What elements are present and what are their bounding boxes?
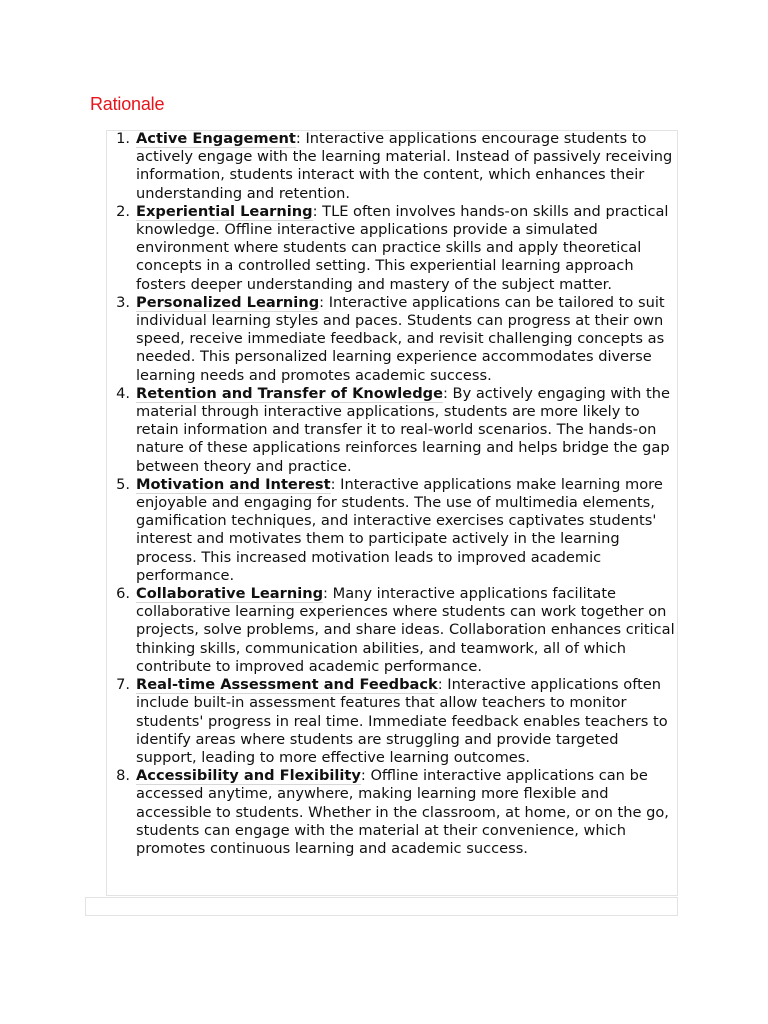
item-number: 3. xyxy=(116,293,130,311)
item-term: Real-time Assessment and Feedback xyxy=(136,676,438,694)
item-text: : Many interactive applications facilitate collaborative learning experiences where students can work together on projects, solve problems, and share ideas. Collaboration enhances critical thinking skills, communication abilities, and teamwork, all of which contribute to improved academic performance. xyxy=(136,585,675,675)
item-text: : Interactive applications encourage students to actively engage with the learning material. Instead of passively receiving information, students interact with the content, which enhances their understanding and retention. xyxy=(136,130,673,202)
item-number: 1. xyxy=(116,130,130,147)
item-number: 8. xyxy=(116,767,130,785)
item-text: : Interactive applications often include built-in assessment features that allow teachers to monitor students' progress in real time. Immediate feedback enables teachers to identify areas where students are struggling and provide targeted support, leading to more effective learning outcomes. xyxy=(136,676,668,766)
list-item-motivation-interest xyxy=(116,475,678,585)
rationale-list xyxy=(116,130,678,858)
item-number: 4. xyxy=(116,384,130,402)
item-number: 7. xyxy=(116,676,130,694)
item-text: : Interactive applications make learning more enjoyable and engaging for students. The use of multimedia elements, gamification techniques, and interactive exercises captivates students' interest and motivates them to participate actively in the learning process. This increased motivation leads to improved academic performance. xyxy=(136,475,663,584)
page-title: Rationale xyxy=(90,94,165,114)
item-term: Experiential Learning xyxy=(136,202,313,220)
item-number: 6. xyxy=(116,585,130,603)
item-number: 2. xyxy=(116,202,130,220)
list-item-active-engagement xyxy=(116,130,678,203)
item-text: : Interactive applications can be tailored to suit individual learning styles and paces. Students can progress at their own speed, receive immediate feedback, and revisit challenging concepts as needed. This personalized learning experience accommodates diverse learning needs and promotes academic success. xyxy=(136,293,665,384)
item-term: Motivation and Interest xyxy=(136,475,331,493)
bottom-frame xyxy=(85,897,678,916)
item-term: Active Engagement xyxy=(136,130,296,147)
list-item-realtime-assessment xyxy=(116,676,678,767)
item-number: 5. xyxy=(116,475,130,493)
list-item-retention-transfer xyxy=(116,384,678,476)
list-item-personalized-learning xyxy=(116,293,678,385)
item-term: Accessibility and Flexibility xyxy=(136,767,361,785)
list-item-experiential-learning xyxy=(116,202,678,294)
item-text: : Offline interactive applications can be accessed anytime, anywhere, making learning more flexible and accessible to students. Whether in the classroom, at home, or on the go, students can engage with the material at their convenience, which promotes continuous learning and academic success. xyxy=(136,767,669,857)
item-text: : By actively engaging with the material through interactive applications, students are more likely to retain information and transfer it to real-world scenarios. The hands-on nature of these applications reinforces learning and helps bridge the gap between theory and practice. xyxy=(136,384,670,475)
list-item-collaborative-learning xyxy=(116,585,678,676)
list-item-accessibility-flexibility xyxy=(116,767,678,858)
item-term: Retention and Transfer of Knowledge xyxy=(136,384,443,402)
item-text: : TLE often involves hands-on skills and practical knowledge. Offline interactive applications provide a simulated environment where students can practice skills and apply theoretical concepts in a controlled setting. This experiential learning approach fosters deeper understanding and mastery of the subject matter. xyxy=(136,202,669,293)
item-term: Collaborative Learning xyxy=(136,585,324,603)
item-term: Personalized Learning xyxy=(136,293,320,311)
